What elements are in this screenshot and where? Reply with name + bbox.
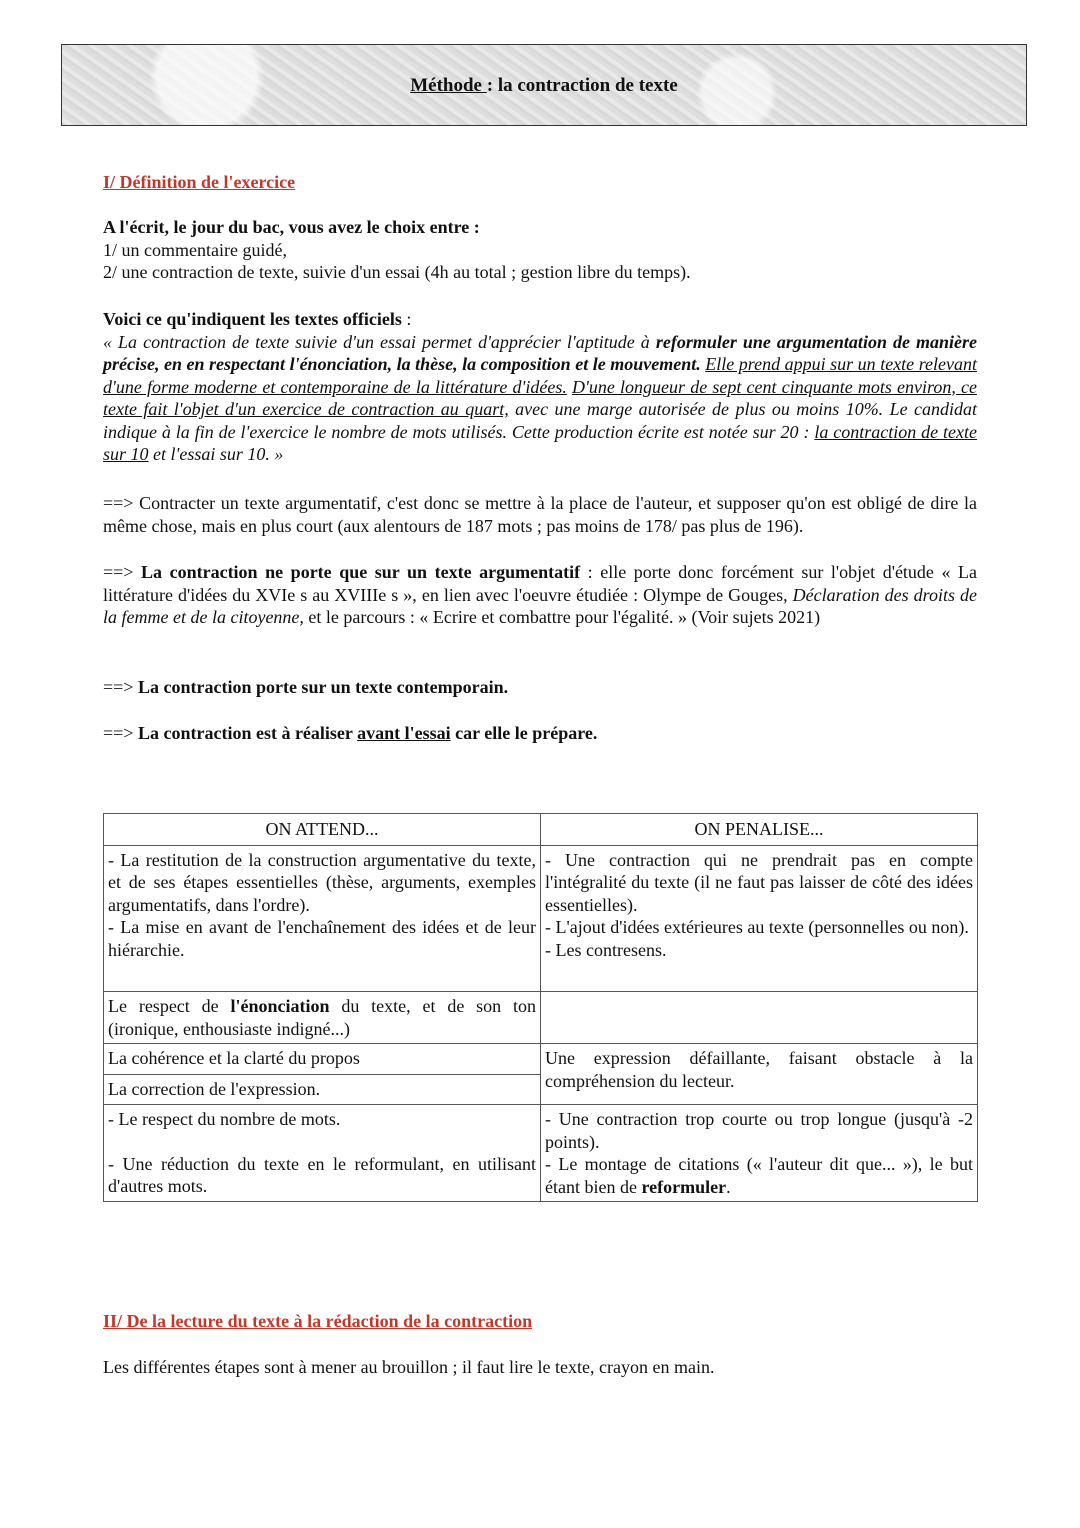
title-banner — [61, 44, 1027, 126]
col-header-attend: ON ATTEND... — [104, 814, 541, 846]
criteria-table — [103, 813, 978, 1202]
section2-paragraph: Les différentes étapes sont à mener au brouillon ; il faut lire le texte, crayon en main. — [103, 1357, 715, 1377]
table-header-row — [104, 814, 978, 846]
table-row: Le respect de l'énonciation du texte, et de son ton (ironique, enthousiaste indigné...) — [104, 992, 978, 1044]
col-header-penalise: ON PENALISE... — [541, 814, 978, 846]
table-row: - Le respect du nombre de mots. - Une réduction du texte en le reformulant, en utilisant d'autres mots. - Une contraction trop courte ou trop longue (jusqu'à -2 points). - Le montage de citations (« l'auteur dit que... »), le but étant bien de reformuler. — [104, 1105, 978, 1202]
official-quote: « La contraction de texte suivie d'un essai permet d'apprécier l'aptitude à reformuler une argumentation de manière précise, en en respectant l'énonciation, la thèse, la composition et le mouvement. Elle prend appui sur un texte relevant d'une forme moderne et contemporaine de la littérature d'idées. D'une longueur de sept cent cinquante mots environ, ce texte fait l'objet d'un exercice de contraction au quart, avec une marge autorisée de plus ou moins 10%. Le candidat indique à la fin de l'exercice le nombre de mots utilisés. Cette production écrite est notée sur 20 : la contraction de texte sur 10 et l'essai sur 10. » — [103, 331, 978, 464]
paragraph-contemporain: ==> La contraction porte sur un texte contemporain. — [103, 677, 509, 697]
page-title: Méthode : la contraction de texte — [410, 75, 678, 96]
exam-choices: A l'écrit, le jour du bac, vous avez le choix entre : 1/ un commentaire guidé, 2/ une contraction de texte, suivie d'un essai (4h au total ; gestion libre du temps). — [103, 217, 691, 282]
section2-heading: II/ De la lecture du texte à la rédaction de la contraction — [103, 1311, 533, 1331]
official-texts: Voici ce qu'indiquent les textes officiels : « La contraction de texte suivie d'un essai permet d'apprécier l'aptitude à reformuler une argumentation de manière précise, en en respectant l'énonciation, la thèse, la composition et le mouvement. Elle prend appui sur un texte relevant d'une forme moderne et contemporaine de la littérature d'idées. D'une longueur de sept cent cinquante mots environ, ce texte fait l'objet d'un exercice de contraction au quart, avec une marge autorisée de plus ou moins 10%. Le candidat indique à la fin de l'exercice le nombre de mots utilisés. Cette production écrite est notée sur 20 : la contraction de texte sur 10 et l'essai sur 10. » — [103, 309, 978, 464]
paragraph-contracter: ==> Contracter un texte argumentatif, c'est donc se mettre à la place de l'auteur, et supposer qu'on est obligé de dire la même chose, mais en plus court (aux alentours de 187 mots ; pas moins de 178/ pas plus de 196). — [103, 493, 977, 536]
table-row: La cohérence et la clarté du propos Une expression défaillante, faisant obstacle à la compréhension du lecteur. — [104, 1044, 978, 1075]
section1-heading: I/ Définition de l'exercice — [103, 172, 296, 192]
paragraph-avant-essai: ==> La contraction est à réaliser avant l'essai car elle le prépare. — [103, 723, 598, 743]
table-row: La correction de l'expression. — [104, 1074, 978, 1105]
paragraph-argumentatif: ==> La contraction ne porte que sur un texte argumentatif : elle porte donc forcément sur l'objet d'étude « La littérature d'idées du XVIe s au XVIIIe s », en lien avec l'oeuvre étudiée : Olympe de Gouges, Déclaration des droits de la femme et de la citoyenne, et le parcours : « Ecrire et combattre pour l'égalité. » (Voir sujets 2021) — [103, 562, 978, 627]
table-row: - La restitution de la construction argumentative du texte, et de ses étapes essentielles (thèse, arguments, exemples argumentatifs, dans l'ordre). - La mise en avant de l'enchaînement des idées et de leur hiérarchie. - Une contraction qui ne prendrait pas en compte l'intégralité du texte (il ne faut pas laisser de côté des idées essentielles). - L'ajout d'idées extérieures au texte (personnelles ou non). - Les contresens. — [104, 845, 978, 992]
